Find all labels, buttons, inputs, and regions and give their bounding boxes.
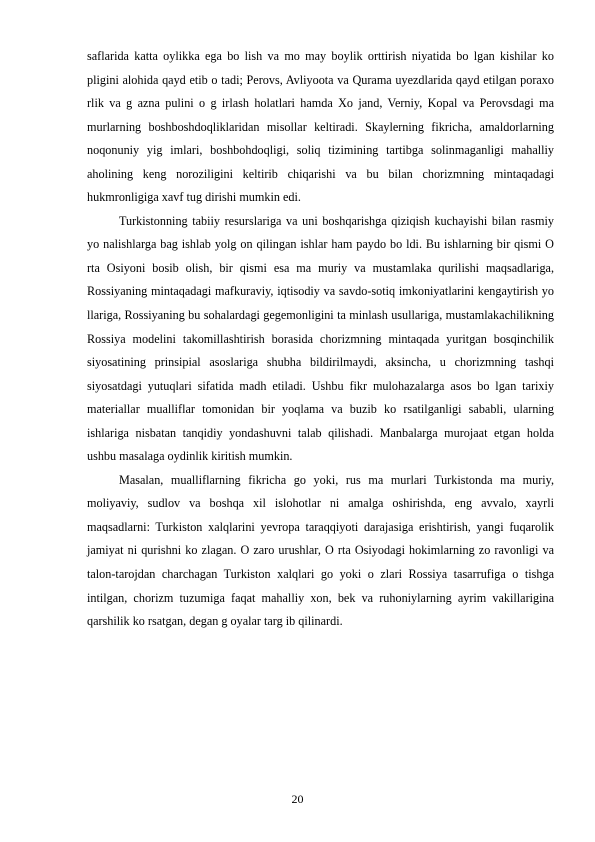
paragraph-1: saflarida katta oylikka ega bo lish va mo may boylik orttirish niyatida bo lgan kishilar ko pligini alohida qayd etib o tadi; Perovs, Avliyoota va Qurama uyezdlarida qayd etilgan poraxo rlik va g azna pulini o g irlash holatlari hamda Xo jand, Verniy, Kopal va Perovsdagi ma murlarning boshboshdoqliklaridan misollar keltiradi. Skaylerning fikricha, amaldorlarning noqonuniy yig imlari, boshbohdoqligi, soliq tizimining tartibga solinmaganligi mahalliy aholining keng noroziligini keltirib chiqarishi va bu bilan chorizmning mintaqadagi hukmronligiga xavf tug dirishi mumkin edi. — [87, 49, 554, 205]
paragraph-3: Masalan, mualliflarning fikricha go yoki, rus ma murlari Turkistonda ma muriy, moliyaviy, sudlov va boshqa xil islohotlar ni amalga oshirishda, eng avvalo, xayrli maqsadlarni: Turkiston xalqlarini yevropa taraqqiyoti darajasiga erishtirish, yangi fuqarolik jamiyat ni qurishni ko zlagan. O zaro urushlar, O rta Osiyodagi hokimlarning zo ravonligi va talon-tarojdan charchagan Turkiston xalqlari go yoki o zlari Rossiya tasarrufiga o tishga intilgan, chorizm tuzumiga faqat mahalliy xon, bek va ruhoniylarning ayrim vakillarigina qarshilik ko rsatgan, degan g oyalar targ ib qilinardi. — [87, 472, 554, 629]
page-number: 20 — [291, 792, 304, 806]
body-text — [87, 45, 554, 634]
paragraph-2: Turkistonning tabiiy resurslariga va uni boshqarishga qiziqish kuchayishi bilan rasmiy yo nalishlarga bag ishlab yolg on qilingan ishlar ham paydo bo ldi. Bu ishlarning bir qismi O rta Osiyoni bosib olish, bir qismi esa ma muriy va mustamlaka qurilishi maqsadlariga, Rossiyaning mintaqadagi mafkuraviy, iqtisodiy va savdo-sotiq imkoniyatlarini kengaytirish yo llariga, Rossiyaning bu sohalardagi gegemonligini ta minlash usullariga, mustamlakachilikning Rossiya modelini takomillashtirish borasida chorizmning mintaqada yuritgan bosqinchilik siyosatining prinsipial asoslariga shubha bildirilmaydi, aksincha, u chorizmning tashqi siyosatdagi yutuqlari sifatida madh etiladi. Ushbu fikr mulohazalarga asos bo lgan tarixiy materiallar mualliflar tomonidan bir yoqlama va buzib ko rsatilganligi sababli, ularning ishlariga nisbatan tanqidiy yondashuvni talab qilishadi. Manbalarga murojaat etgan holda ushbu masalaga oydinlik kiritish mumkin. — [87, 213, 554, 464]
